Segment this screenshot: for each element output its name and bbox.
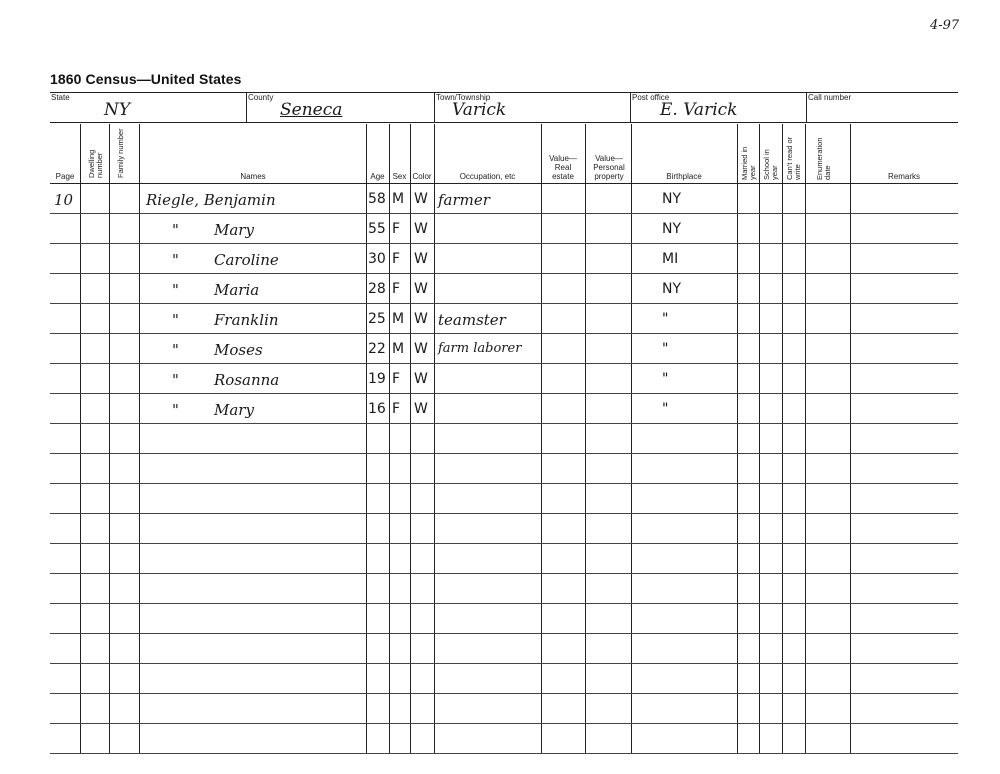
col-line-occupation [541, 124, 542, 754]
birthplace-cell: " [662, 371, 669, 387]
row-rule [50, 243, 958, 244]
row-rule [50, 633, 958, 634]
col-line-sex [410, 124, 411, 754]
town-label: Town/Township [436, 93, 491, 102]
ditto-mark: " [172, 401, 179, 419]
age-cell: 16 [368, 401, 386, 417]
name-cell: Rosanna [214, 371, 280, 389]
col-page-label: Page [55, 172, 75, 181]
col-birthplace-label: Birthplace [666, 172, 702, 181]
age-cell: 19 [368, 371, 386, 387]
row-rule [50, 363, 958, 364]
row-rule [50, 603, 958, 604]
page-reference: 4-97 [930, 18, 960, 33]
sex-cell: F [392, 281, 401, 297]
col-line-school [782, 124, 783, 754]
color-cell: W [414, 281, 428, 297]
birthplace-cell: MI [662, 251, 679, 267]
row-rule [50, 423, 958, 424]
color-cell: W [414, 191, 428, 207]
sex-cell: F [392, 371, 401, 387]
row-rule [50, 543, 958, 544]
col-line-birthplace [737, 124, 738, 754]
row-rule [50, 303, 958, 304]
name-cell: Caroline [214, 251, 279, 269]
birthplace-cell: NY [662, 281, 682, 297]
row-rule [50, 513, 958, 514]
name-cell: Moses [214, 341, 263, 359]
col-married-label: Married in year [740, 146, 757, 180]
state-label: State [51, 93, 70, 102]
age-cell: 22 [368, 341, 386, 357]
sex-cell: F [392, 221, 401, 237]
col-line-enumeration [850, 124, 851, 754]
county-label: County [248, 93, 274, 102]
age-cell: 30 [368, 251, 386, 267]
ditto-mark: " [172, 281, 179, 299]
birthplace-cell: " [662, 311, 669, 327]
ditto-mark: " [172, 341, 179, 359]
col-dwelling-label: Dwelling number [87, 149, 104, 178]
row-rule [50, 393, 958, 394]
row-rule [50, 753, 958, 754]
row-rule [50, 573, 958, 574]
name-cell: Maria [214, 281, 260, 299]
divider [246, 92, 247, 122]
col-line-names [366, 124, 367, 754]
sex-cell: M [392, 191, 405, 207]
occupation-cell: farmer [438, 191, 490, 209]
col-line-real-estate [585, 124, 586, 754]
page-cell: 10 [54, 191, 74, 209]
age-cell: 25 [368, 311, 386, 327]
county-value: Seneca [280, 100, 343, 120]
ditto-mark: " [172, 221, 179, 239]
row-rule [50, 333, 958, 334]
col-line-age [389, 124, 390, 754]
col-line-personal [631, 124, 632, 754]
col-line-color [434, 124, 435, 754]
col-line-page [80, 124, 81, 754]
name-cell: Mary [214, 401, 254, 419]
row-rule [50, 453, 958, 454]
color-cell: W [414, 401, 428, 417]
birthplace-cell: " [662, 341, 669, 357]
name-cell: Riegle, Benjamin [146, 191, 276, 209]
birthplace-cell: " [662, 401, 669, 417]
name-cell: Mary [214, 221, 254, 239]
row-rule [50, 723, 958, 724]
col-age-label: Age [370, 172, 385, 181]
color-cell: W [414, 311, 428, 327]
state-value: NY [104, 100, 131, 120]
occupation-cell: teamster [438, 311, 506, 329]
birthplace-cell: NY [662, 191, 682, 207]
divider [630, 92, 631, 122]
form-title: 1860 Census—United States [50, 71, 242, 87]
sex-cell: M [392, 311, 405, 327]
ditto-mark: " [172, 251, 179, 269]
col-line-dwelling [109, 124, 110, 754]
occupation-cell: farm laborer [438, 341, 522, 356]
column-header-rule [50, 183, 958, 184]
col-personal-label: Value— Personal property [593, 154, 625, 181]
divider [806, 92, 807, 122]
age-cell: 28 [368, 281, 386, 297]
row-rule [50, 483, 958, 484]
col-occupation-label: Occupation, etc [459, 172, 516, 181]
header-bottom-rule [50, 122, 958, 123]
col-real-estate-label: Value— Real estate [549, 154, 577, 181]
sex-cell: F [392, 251, 401, 267]
color-cell: W [414, 341, 428, 357]
col-cant-read-label: Can't read or write [785, 136, 802, 180]
post-office-label: Post office [632, 93, 670, 102]
col-line-cant-read [805, 124, 806, 754]
sex-cell: F [392, 401, 401, 417]
row-rule [50, 693, 958, 694]
sex-cell: M [392, 341, 405, 357]
town-value: Varick [452, 100, 507, 120]
row-rule [50, 663, 958, 664]
age-cell: 58 [368, 191, 386, 207]
ditto-mark: " [172, 311, 179, 329]
col-color-label: Color [412, 172, 432, 181]
age-cell: 55 [368, 221, 386, 237]
col-line-family [139, 124, 140, 754]
post-office-value: E. Varick [660, 100, 738, 120]
color-cell: W [414, 221, 428, 237]
color-cell: W [414, 251, 428, 267]
col-family-label: Family number [116, 128, 125, 178]
col-names-label: Names [240, 172, 266, 181]
col-line-married [759, 124, 760, 754]
col-enumeration-label: Enumeration date [815, 137, 832, 180]
call-number-label: Call number [808, 93, 852, 102]
divider [434, 92, 435, 122]
row-rule [50, 273, 958, 274]
col-remarks-label: Remarks [887, 172, 920, 181]
row-rule [50, 213, 958, 214]
color-cell: W [414, 371, 428, 387]
col-school-label: School in year [762, 149, 779, 180]
ditto-mark: " [172, 371, 179, 389]
name-cell: Franklin [214, 311, 279, 329]
col-sex-label: Sex [392, 172, 407, 181]
birthplace-cell: NY [662, 221, 682, 237]
